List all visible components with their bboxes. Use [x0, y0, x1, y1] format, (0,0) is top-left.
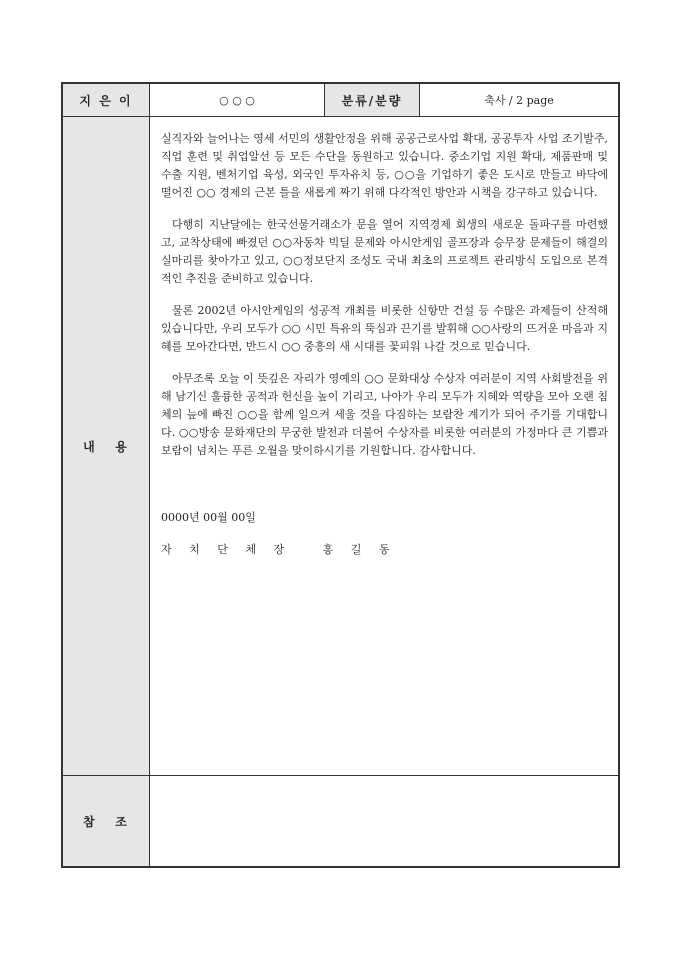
paragraph-2: 다행히 지난달에는 한국선물거래소가 문을 열어 지역경제 회생의 새로운 돌파구를 마련했고, 교착상태에 빠졌던 ○○자동차 빅딜 문제와 아시안게임 골프장과 승무장 문제들이 해결의 실마리를 찾아가고 있고, ○○정보단지 조성도 국내 최초의 프로젝트 관리방식 도입으로 본격적인 추진을 준비하고 있습니다.: [161, 218, 608, 285]
category-label: 분류/분량: [325, 84, 420, 117]
paragraph-1: 실직자와 늘어나는 영세 서민의 생활안정을 위해 공공근로사업 확대, 공공투자 사업 조기발주, 직업 훈련 및 취업알선 등 모든 수단을 동원하고 있습니다. 중소기업 지원 확대, 제품판매 및 수출 지원, 벤처기업 육성, 외국인 투자유치 등, ○○을 기업하기 좋은 도시로 만들고 바닥에 떨어진 ○○ 경제의 근본 틀을 새롭게 짜기 위해 다각적인 방안과 시책을 강구하고 있습니다.: [161, 132, 608, 199]
reference-row: [63, 776, 619, 867]
paragraph-3: 물론 2002년 아시안게임의 성공적 개최를 비롯한 신항만 건설 등 수많은 과제들이 산적해 있습니다만, 우리 모두가 ○○ 시민 특유의 뚝심과 끈기를 발휘해 ○○사랑의 뜨거운 마음과 지혜를 모아간다면, 반드시 ○○ 중흥의 새 시대를 꽃피워 나갈 것으로 믿습니다.: [161, 304, 608, 353]
author-value: ○ ○ ○: [150, 84, 325, 117]
document-form: [61, 82, 620, 868]
paragraph-4: 아무조록 오늘 이 뜻깊은 자리가 영예의 ○○ 문화대상 수상자 여러분이 지역 사회발전을 위해 남기신 훌륭한 공적과 헌신을 높이 기리고, 나아가 우리 모두가 지혜와 역량을 모아 오랜 침체의 늪에 빠진 ○○을 함께 일으켜 세울 것을 다짐하는 보람찬 계기가 되어 주기를 기대합니다. ○○방송 문화재단의 무궁한 발전과 더불어 수상자를 비롯한 여러분의 가정마다 큰 기쁨과 보람이 넘치는 푸른 오월을 맞이하시기를 기원합니다. 감사합니다.: [161, 372, 608, 457]
form-table: [62, 83, 619, 867]
reference-value: [150, 776, 619, 867]
reference-label: 참 조: [63, 776, 150, 867]
signature: 자 치 단 체 장 홍 길 동: [161, 543, 397, 556]
content-row: [63, 117, 619, 776]
content-body: [150, 117, 619, 776]
author-label: 지 은 이: [63, 84, 150, 117]
speech-date: 0000년 00월 00일: [161, 511, 256, 524]
category-value: 축사 / 2 page: [420, 84, 619, 117]
content-label: 내 용: [63, 117, 150, 776]
header-row: [63, 84, 619, 117]
